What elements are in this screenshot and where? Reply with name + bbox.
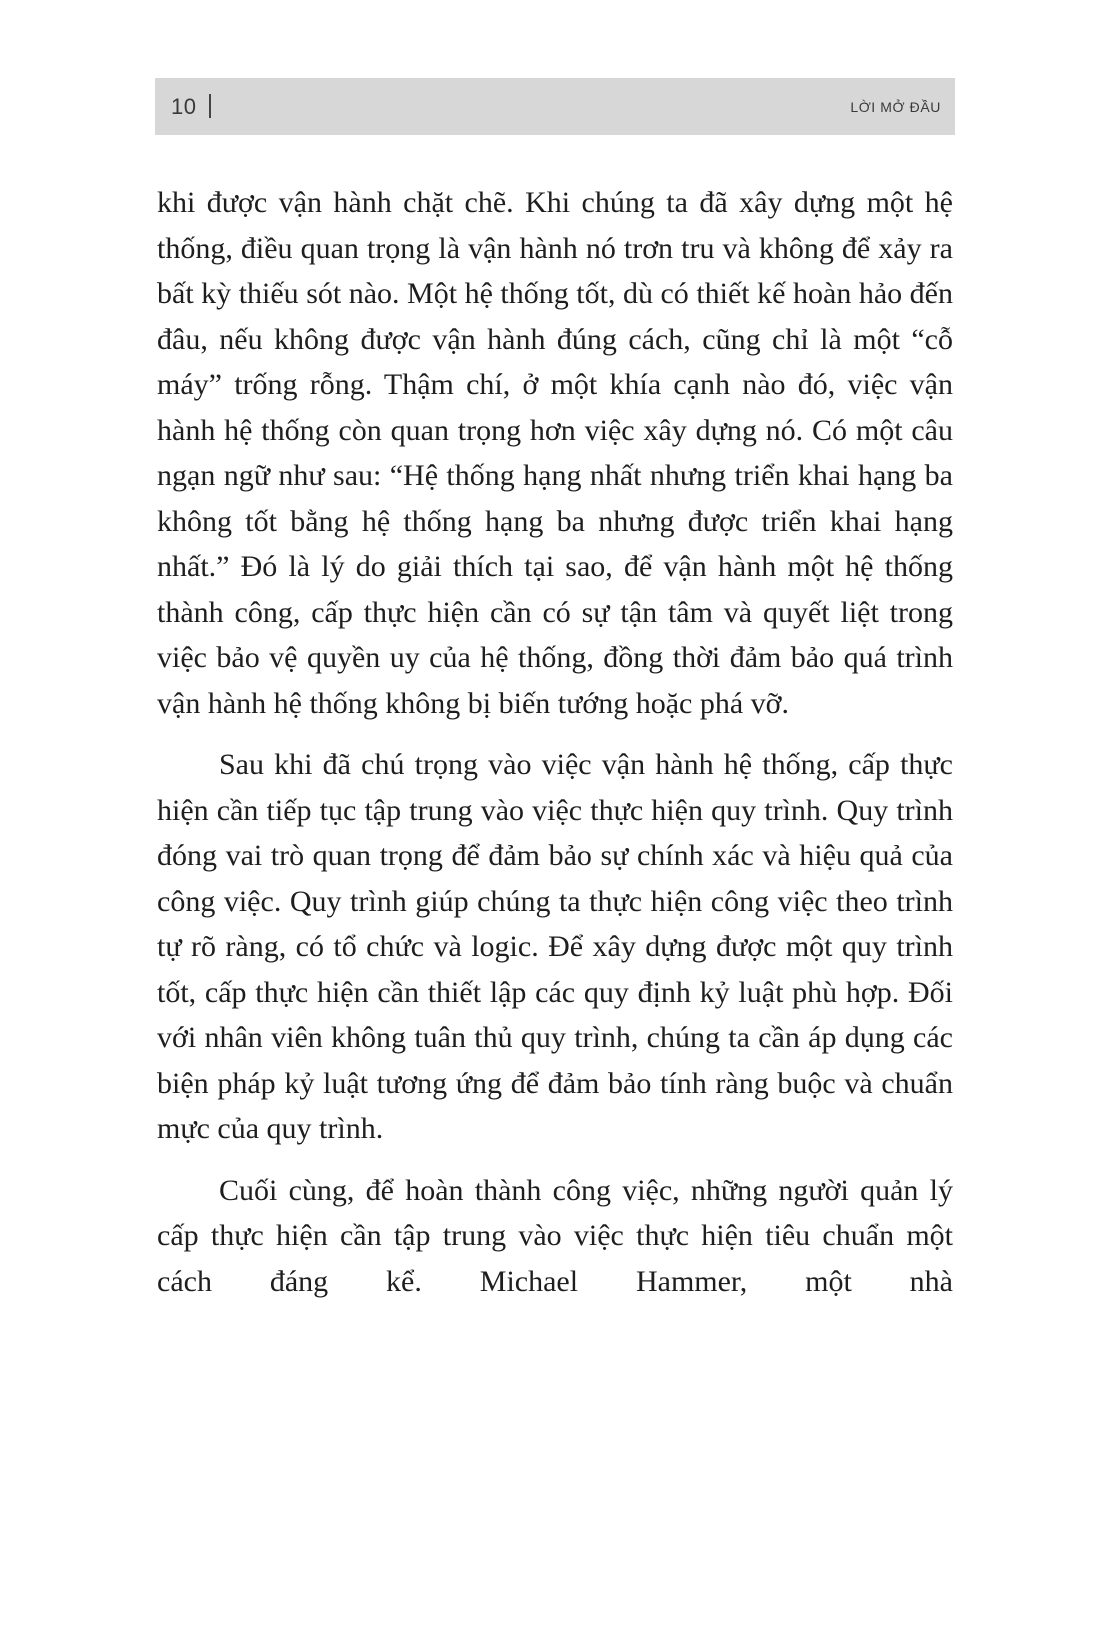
paragraph-1: khi được vận hành chặt chẽ. Khi chúng ta đã xây dựng một hệ thống, điều quan trọng là vận hành nó trơn tru và không để xảy ra bất kỳ thiếu sót nào. Một hệ thống tốt, dù có thiết kế hoàn hảo đến đâu, nếu không được vận hành đúng cách, cũng chỉ là một “cỗ máy” trống rỗng. Thậm chí, ở một khía cạnh nào đó, việc vận hành hệ thống còn quan trọng hơn việc xây dựng nó. Có một câu ngạn ngữ như sau: “Hệ thống hạng nhất nhưng triển khai hạng ba không tốt bằng hệ thống hạng ba nhưng được triển khai hạng nhất.” Đó là lý do giải thích tại sao, để vận hành một hệ thống thành công, cấp thực hiện cần có sự tận tâm và quyết liệt trong việc bảo vệ quyền uy của hệ thống, đồng thời đảm bảo quá trình vận hành hệ thống không bị biến tướng hoặc phá vỡ. [157, 186, 953, 720]
page-number: 10 [171, 94, 197, 119]
body-text [157, 180, 953, 1304]
header-divider [209, 94, 211, 118]
running-header [155, 78, 955, 135]
chapter-title: LỜI MỞ ĐẦU [850, 99, 941, 115]
paragraph-2: Sau khi đã chú trọng vào việc vận hành hệ thống, cấp thực hiện cần tiếp tục tập trung vào việc thực hiện quy trình. Quy trình đóng vai trò quan trọng để đảm bảo sự chính xác và hiệu quả của công việc. Quy trình giúp chúng ta thực hiện công việc theo trình tự rõ ràng, có tổ chức và logic. Để xây dựng được một quy trình tốt, cấp thực hiện cần thiết lập các quy định kỷ luật phù hợp. Đối với nhân viên không tuân thủ quy trình, chúng ta cần áp dụng các biện pháp kỷ luật tương ứng để đảm bảo tính ràng buộc và chuẩn mực của quy trình. [157, 748, 953, 1145]
paragraph-3: Cuối cùng, để hoàn thành công việc, những người quản lý cấp thực hiện cần tập trung vào việc thực hiện tiêu chuẩn một cách đáng kể. Michael Hammer, một nhà [157, 1173, 953, 1298]
